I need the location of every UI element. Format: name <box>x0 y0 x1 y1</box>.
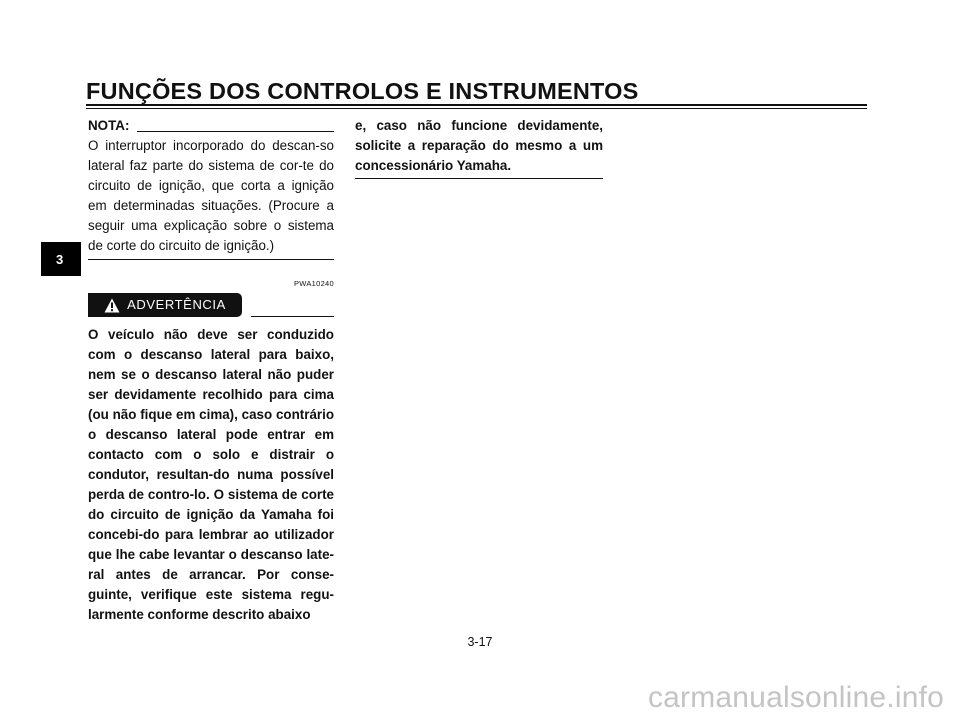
warning-label: ADVERTÊNCIA <box>127 297 226 312</box>
title-rule <box>86 104 867 106</box>
warning-code: PWA10240 <box>293 279 334 288</box>
right-column <box>355 116 603 179</box>
warning-text-left: O veículo não deve ser conduzido com o descanso lateral para baixo, nem se o descanso lateral não puder ser devidamente recolhido para cima (ou não fique em cima), caso contrário o descanso lateral pode entrar em contacto com o solo e distrair o condutor, resultan-do numa possível perda de contro-lo. O sistema de corte do circuito de ignição da Yamaha foi concebi-do para lembrar ao utilizador que lhe cabe levantar o descanso late-ral antes de arrancar. Por conse-guinte, verifique este sistema regu-larmente conforme descrito abaixo <box>88 327 334 622</box>
warning-text-right: e, caso não funcione devidamente, solicite a reparação do mesmo a um concessionário Yamaha. <box>355 118 603 173</box>
chapter-number: 3 <box>56 251 64 267</box>
note-label: NOTA: <box>88 118 130 133</box>
warning-triangle-icon <box>104 298 120 313</box>
note-header <box>88 116 334 136</box>
left-column <box>88 116 334 625</box>
title-rule-thin <box>86 108 867 109</box>
chapter-tab <box>41 242 81 276</box>
warning-header <box>88 293 334 317</box>
note-text: O interruptor incorporado do descan-so lateral faz parte do sistema de cor-te do circuito de ignição, que corta a ignição em determinadas situações. (Procure a seguir uma explicação sobre o sistema de corte do circuito de ignição.) <box>88 138 334 253</box>
note-end-rule <box>88 259 334 260</box>
warning-end-rule <box>355 178 603 179</box>
note-header-rule <box>137 131 334 132</box>
page-title: FUNÇÕES DOS CONTROLOS E INSTRUMENTOS <box>86 78 639 104</box>
warning-badge <box>88 293 242 317</box>
page-number: 3-17 <box>467 635 493 649</box>
watermark: carmanualsonline.info <box>647 681 944 714</box>
warning-header-rule <box>251 316 334 317</box>
